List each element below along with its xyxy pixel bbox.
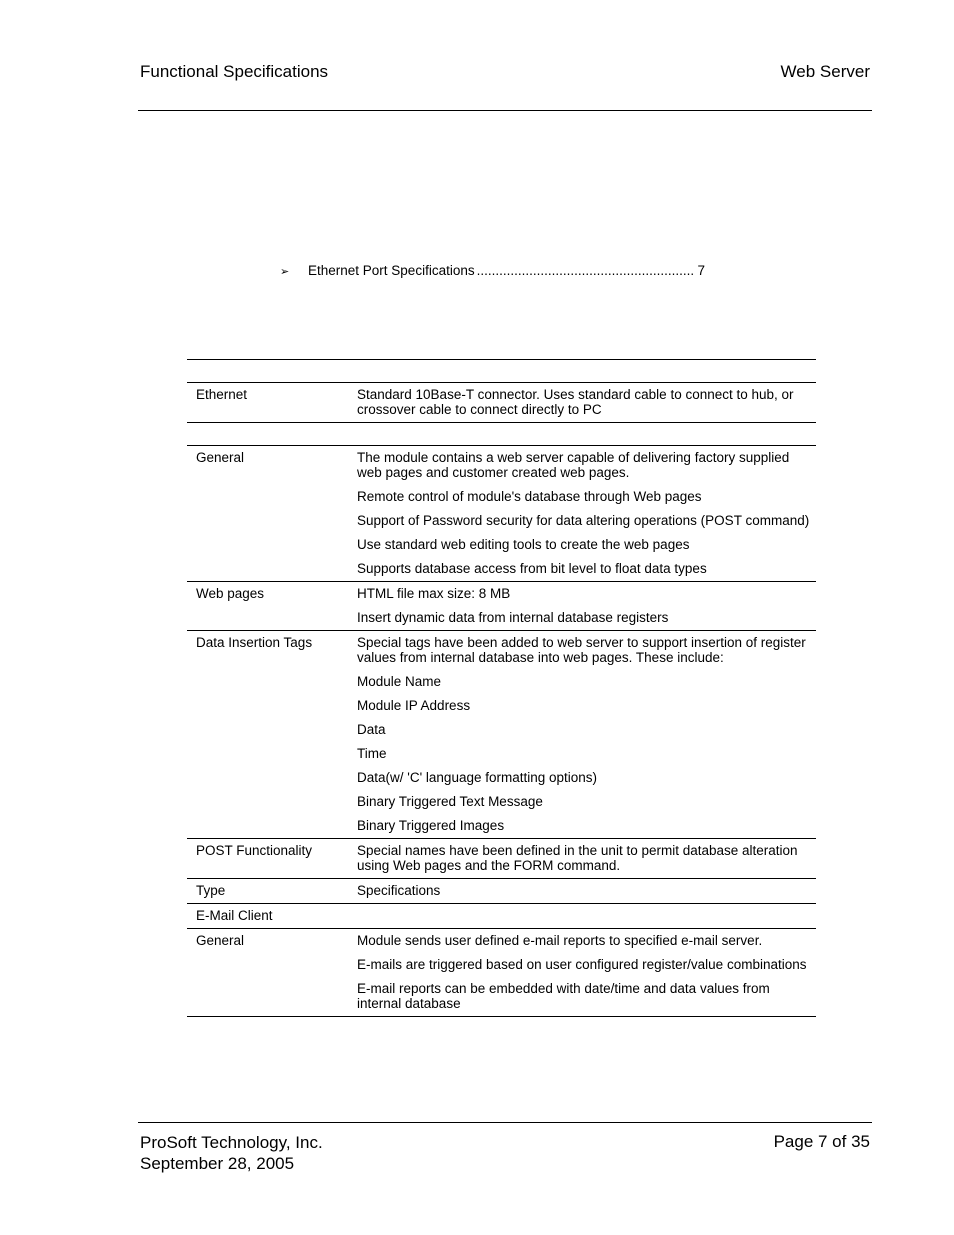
spec-empty: [357, 904, 810, 928]
table-row: [187, 383, 816, 423]
spec-type-cell: [187, 446, 357, 582]
toc-leader-dots: [477, 263, 696, 278]
specifications-table: [187, 359, 816, 1017]
table-spacer-row: [187, 423, 816, 446]
spec-type-label: Ethernet: [196, 387, 248, 402]
table-row: [187, 879, 816, 904]
spec-type-cell: [187, 383, 357, 423]
spec-description-cell: [357, 879, 816, 904]
spec-empty: [357, 360, 810, 382]
table-spacer-row: [187, 360, 816, 383]
header-title: Functional Specifications: [140, 62, 329, 81]
spec-description-item: Specifications: [357, 883, 441, 898]
spec-type-cell: [187, 839, 357, 879]
spec-description-item: Module Name: [357, 674, 442, 689]
spec-description-item: Time: [357, 746, 387, 761]
spec-description-item: Data(w/ 'C' language formatting options): [357, 770, 598, 785]
spec-description-cell: [357, 383, 816, 423]
spec-type-label: POST Functionality: [196, 843, 313, 858]
table-row: [187, 839, 816, 879]
spec-description-item: Module sends user defined e-mail reports to specified e-mail server.: [357, 933, 763, 948]
spec-type-label: General: [196, 933, 245, 948]
spec-type-cell: [187, 631, 357, 839]
spec-type-label: Type: [196, 883, 226, 898]
spec-type-label: E-Mail Client: [196, 908, 273, 923]
spec-type-cell: [187, 929, 357, 1017]
table-row: [187, 446, 816, 582]
spec-description-item: Special tags have been added to web server to support insertion of register values from internal database into web pages. These include:: [357, 635, 806, 665]
table-row: [187, 904, 816, 929]
spec-description-cell: [357, 631, 816, 839]
spec-description-item: HTML file max size: 8 MB: [357, 586, 511, 601]
spec-description-cell: [357, 582, 816, 631]
spec-description-item: Data: [357, 722, 386, 737]
spec-description-item: Supports database access from bit level to float data types: [357, 561, 707, 576]
spec-description-item: Support of Password security for data altering operations (POST command): [357, 513, 810, 528]
spec-description-item: Insert dynamic data from internal database registers: [357, 610, 669, 625]
spec-description-item: Special names have been defined in the unit to permit database alteration using Web pages and the FORM command.: [357, 843, 798, 873]
spec-description-item: Binary Triggered Images: [357, 818, 505, 833]
spec-type-cell: [187, 360, 357, 383]
spec-type-label: Web pages: [196, 586, 265, 601]
footer-date: September 28, 2005: [140, 1154, 295, 1173]
footer-left: [140, 1132, 323, 1174]
table-row: [187, 631, 816, 839]
spec-type-label: General: [196, 450, 245, 465]
spec-type-label: Data Insertion Tags: [196, 635, 313, 650]
spec-description-item: E-mail reports can be embedded with date/time and data values from internal database: [357, 981, 770, 1011]
footer-page-number: Page 7 of 35: [773, 1132, 870, 1151]
toc-page-number: 7: [697, 263, 705, 278]
spec-description-cell: [357, 929, 816, 1017]
spec-empty: [357, 423, 810, 445]
arrow-bullet-icon: ➢: [280, 266, 290, 278]
header-product: Web Server: [780, 62, 870, 81]
table-row: [187, 929, 816, 1017]
spec-description-item: Remote control of module's database through Web pages: [357, 489, 702, 504]
spec-type-cell: [187, 423, 357, 446]
spec-description-cell: [357, 839, 816, 879]
header-divider: [138, 110, 872, 111]
spec-description-item: Use standard web editing tools to create the web pages: [357, 537, 690, 552]
spec-description-item: Binary Triggered Text Message: [357, 794, 543, 809]
spec-type-cell: [187, 879, 357, 904]
footer-company: ProSoft Technology, Inc.: [140, 1133, 323, 1152]
toc-label: Ethernet Port Specifications: [308, 263, 475, 278]
table-row: [187, 582, 816, 631]
spec-description-item: Standard 10Base-T connector. Uses standard cable to connect to hub, or crossover cable to connect directly to PC: [357, 387, 794, 417]
spec-description-cell: [357, 423, 816, 446]
spec-description-cell: [357, 360, 816, 383]
toc-entry[interactable]: [280, 263, 705, 278]
spec-description-cell: [357, 904, 816, 929]
spec-description-item: The module contains a web server capable of delivering factory supplied web pages and customer created web pages.: [357, 450, 790, 480]
spec-description-item: E-mails are triggered based on user configured register/value combinations: [357, 957, 807, 972]
footer-divider: [138, 1122, 872, 1123]
spec-type-cell: [187, 904, 357, 929]
spec-type-cell: [187, 582, 357, 631]
spec-description-cell: [357, 446, 816, 582]
spec-description-item: Module IP Address: [357, 698, 471, 713]
